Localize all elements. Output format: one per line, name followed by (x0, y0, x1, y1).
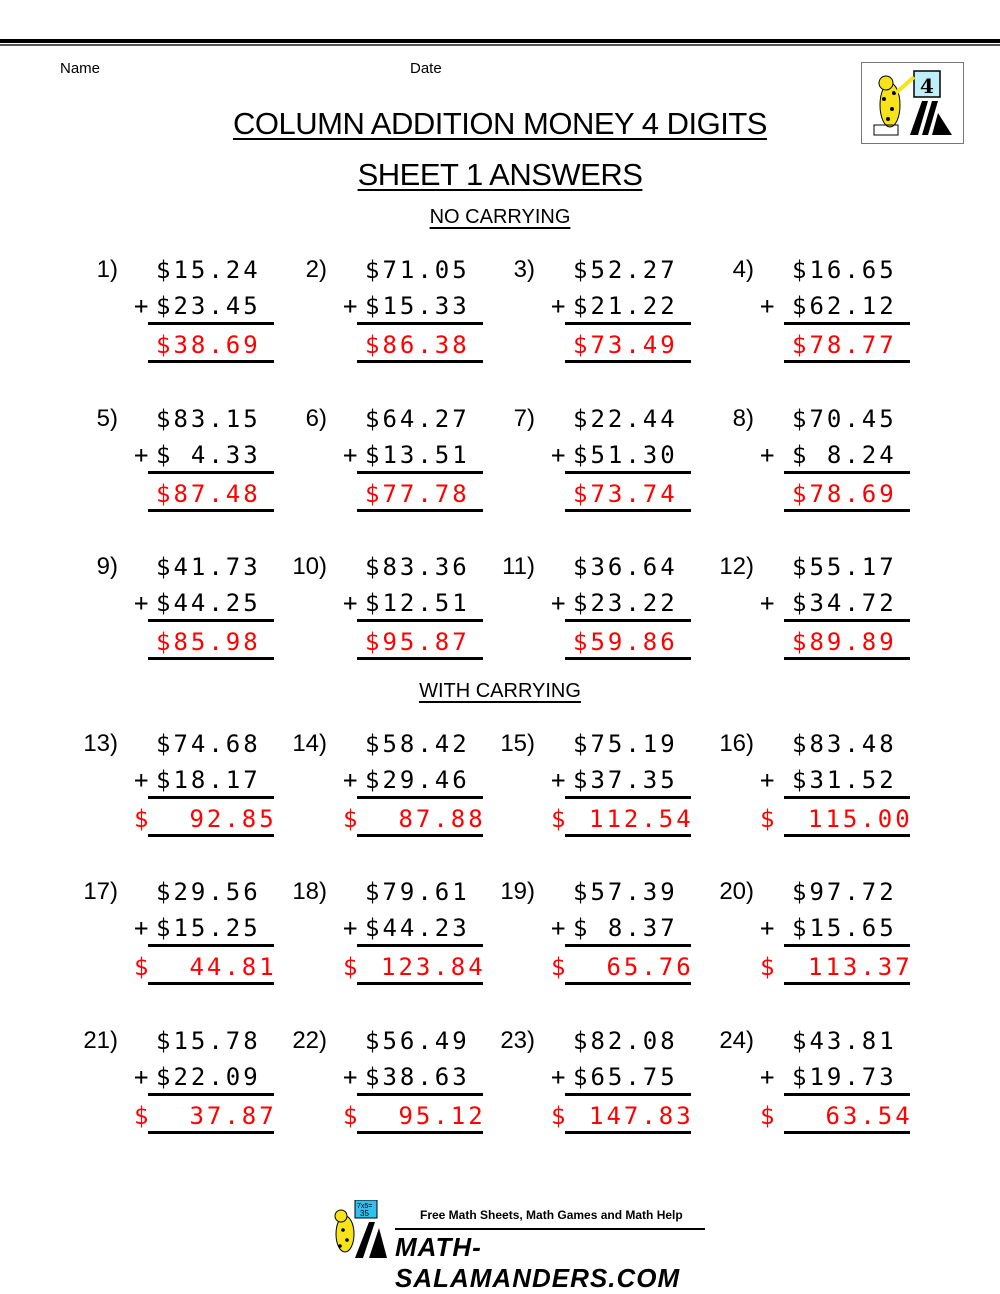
answer-rule (784, 982, 910, 985)
answer-rule (357, 1131, 483, 1134)
problem-21 (78, 1027, 298, 1137)
addend-top: $15.78 (156, 1027, 261, 1055)
addend-bottom: $15.33 (365, 292, 470, 320)
addend-bottom: $23.22 (573, 589, 678, 617)
answer-value: 44.81 (172, 953, 277, 981)
answer-value: $95.87 (365, 628, 470, 656)
sum-rule (565, 471, 691, 474)
answer-value: $59.86 (573, 628, 678, 656)
top-rule (0, 39, 1000, 43)
sum-rule (784, 619, 910, 622)
answer-dollar-sign: $ (551, 805, 566, 833)
problem-number: 5) (96, 405, 118, 432)
plus-sign: + (760, 292, 775, 320)
answer-rule (357, 657, 483, 660)
addend-top: $70.45 (792, 405, 897, 433)
problem-number: 18) (292, 878, 327, 905)
answer-value: $38.69 (156, 331, 261, 359)
addend-bottom: $38.63 (365, 1063, 470, 1091)
problem-number: 8) (732, 405, 754, 432)
problem-number: 16) (719, 730, 754, 757)
plus-sign: + (551, 766, 566, 794)
plus-sign: + (551, 589, 566, 617)
sum-rule (357, 944, 483, 947)
answer-rule (357, 834, 483, 837)
problem-number: 9) (96, 553, 118, 580)
plus-sign: + (760, 766, 775, 794)
plus-sign: + (551, 441, 566, 469)
svg-text:35: 35 (360, 1209, 369, 1218)
addend-bottom: $31.52 (792, 766, 897, 794)
answer-dollar-sign: $ (343, 805, 358, 833)
footer-board-text: 7x5= (357, 1203, 373, 1210)
addend-bottom: $12.51 (365, 589, 470, 617)
problem-6 (287, 405, 507, 515)
plus-sign: + (343, 1063, 358, 1091)
addend-top: $83.15 (156, 405, 261, 433)
problem-number: 20) (719, 878, 754, 905)
addend-top: $74.68 (156, 730, 261, 758)
answer-rule (565, 1131, 691, 1134)
answer-rule (565, 657, 691, 660)
plus-sign: + (134, 914, 149, 942)
plus-sign: + (343, 914, 358, 942)
answer-value: 37.87 (172, 1102, 277, 1130)
answer-dollar-sign: $ (134, 805, 149, 833)
answer-value: 123.84 (381, 953, 486, 981)
answer-value: 92.85 (172, 805, 277, 833)
addend-bottom: $51.30 (573, 441, 678, 469)
addend-top: $57.39 (573, 878, 678, 906)
addend-top: $16.65 (792, 256, 897, 284)
plus-sign: + (134, 292, 149, 320)
problem-18 (287, 878, 507, 988)
footer-tagline: Free Math Sheets, Math Games and Math Help (420, 1208, 683, 1222)
plus-sign: + (760, 589, 775, 617)
addend-top: $58.42 (365, 730, 470, 758)
answer-value: $78.77 (792, 331, 897, 359)
addend-top: $64.27 (365, 405, 470, 433)
answer-dollar-sign: $ (760, 805, 775, 833)
addend-top: $43.81 (792, 1027, 897, 1055)
answer-rule (784, 834, 910, 837)
plus-sign: + (760, 914, 775, 942)
answer-value: 115.00 (808, 805, 913, 833)
answer-rule (784, 360, 910, 363)
name-label: Name (60, 60, 101, 77)
sum-rule (565, 944, 691, 947)
problem-number: 4) (732, 256, 754, 283)
problem-16 (714, 730, 934, 840)
plus-sign: + (760, 441, 775, 469)
problem-number: 22) (292, 1027, 327, 1054)
answer-rule (148, 834, 274, 837)
answer-rule (565, 509, 691, 512)
sum-rule (784, 1093, 910, 1096)
addend-top: $83.48 (792, 730, 897, 758)
answer-dollar-sign: $ (551, 953, 566, 981)
answer-dollar-sign: $ (134, 953, 149, 981)
logo-badge-text: 4 (920, 74, 934, 98)
answer-dollar-sign: $ (760, 953, 775, 981)
plus-sign: + (551, 1063, 566, 1091)
sum-rule (565, 1093, 691, 1096)
sum-rule (784, 944, 910, 947)
answer-dollar-sign: $ (134, 1102, 149, 1130)
addend-top: $79.61 (365, 878, 470, 906)
problem-15 (495, 730, 715, 840)
problem-number: 6) (305, 405, 327, 432)
answer-rule (148, 657, 274, 660)
answer-value: 65.76 (589, 953, 694, 981)
problem-12 (714, 553, 934, 663)
problem-number: 13) (83, 730, 118, 757)
answer-rule (784, 1131, 910, 1134)
addend-top: $22.44 (573, 405, 678, 433)
answer-value: 95.12 (381, 1102, 486, 1130)
problem-24 (714, 1027, 934, 1137)
page-title: COLUMN ADDITION MONEY 4 DIGITS (233, 106, 767, 141)
problem-number: 7) (513, 405, 535, 432)
answer-rule (148, 360, 274, 363)
top-rule-thin (0, 44, 1000, 46)
problem-number: 23) (500, 1027, 535, 1054)
problem-number: 17) (83, 878, 118, 905)
answer-rule (784, 509, 910, 512)
footer-site-name: MATH-SALAMANDERS.COM (395, 1232, 681, 1293)
sum-rule (148, 944, 274, 947)
sum-rule (148, 1093, 274, 1096)
addend-top: $52.27 (573, 256, 678, 284)
sum-rule (357, 322, 483, 325)
answer-rule (784, 657, 910, 660)
problem-4 (714, 256, 934, 366)
addend-top: $55.17 (792, 553, 897, 581)
sum-rule (784, 796, 910, 799)
problem-13 (78, 730, 298, 840)
sum-rule (357, 796, 483, 799)
sum-rule (784, 322, 910, 325)
footer-rule (395, 1228, 705, 1230)
addend-top: $82.08 (573, 1027, 678, 1055)
addend-top: $56.49 (365, 1027, 470, 1055)
problem-number: 2) (305, 256, 327, 283)
answer-value: $78.69 (792, 480, 897, 508)
sum-rule (357, 619, 483, 622)
problem-number: 19) (500, 878, 535, 905)
addend-bottom: $23.45 (156, 292, 261, 320)
addend-top: $71.05 (365, 256, 470, 284)
addend-bottom: $ 4.33 (156, 441, 261, 469)
answer-dollar-sign: $ (760, 1102, 775, 1130)
problem-3 (495, 256, 715, 366)
problem-number: 21) (83, 1027, 118, 1054)
sum-rule (357, 471, 483, 474)
problem-22 (287, 1027, 507, 1137)
answer-rule (357, 509, 483, 512)
sum-rule (565, 619, 691, 622)
answer-value: $73.74 (573, 480, 678, 508)
answer-value: 113.37 (808, 953, 913, 981)
addend-top: $36.64 (573, 553, 678, 581)
addend-bottom: $22.09 (156, 1063, 261, 1091)
plus-sign: + (134, 766, 149, 794)
problem-14 (287, 730, 507, 840)
problem-23 (495, 1027, 715, 1137)
section-heading-with-carrying: WITH CARRYING (419, 680, 581, 702)
addend-top: $29.56 (156, 878, 261, 906)
plus-sign: + (134, 1063, 149, 1091)
answer-value: $86.38 (365, 331, 470, 359)
addend-bottom: $62.12 (792, 292, 897, 320)
answer-value: 63.54 (808, 1102, 913, 1130)
footer-logo (325, 1200, 715, 1293)
addend-bottom: $29.46 (365, 766, 470, 794)
addend-bottom: $18.17 (156, 766, 261, 794)
answer-value: $89.89 (792, 628, 897, 656)
addend-bottom: $ 8.24 (792, 441, 897, 469)
answer-value: 147.83 (589, 1102, 694, 1130)
answer-rule (565, 834, 691, 837)
addend-bottom: $19.73 (792, 1063, 897, 1091)
plus-sign: + (343, 292, 358, 320)
problem-7 (495, 405, 715, 515)
problem-number: 14) (292, 730, 327, 757)
answer-value: $77.78 (365, 480, 470, 508)
problem-number: 12) (719, 553, 754, 580)
answer-value: 87.88 (381, 805, 486, 833)
problem-1 (78, 256, 298, 366)
answer-dollar-sign: $ (343, 1102, 358, 1130)
plus-sign: + (343, 766, 358, 794)
answer-rule (148, 982, 274, 985)
page-subtitle: SHEET 1 ANSWERS (357, 157, 643, 192)
answer-rule (357, 360, 483, 363)
problem-number: 15) (500, 730, 535, 757)
answer-value: $73.49 (573, 331, 678, 359)
answer-rule (148, 509, 274, 512)
problem-number: 24) (719, 1027, 754, 1054)
date-label: Date (410, 60, 442, 77)
addend-top: $97.72 (792, 878, 897, 906)
addend-bottom: $44.23 (365, 914, 470, 942)
answer-rule (357, 982, 483, 985)
sum-rule (148, 471, 274, 474)
plus-sign: + (134, 441, 149, 469)
sum-rule (357, 1093, 483, 1096)
problem-5 (78, 405, 298, 515)
addend-top: $41.73 (156, 553, 261, 581)
answer-dollar-sign: $ (343, 953, 358, 981)
plus-sign: + (551, 292, 566, 320)
addend-bottom: $21.22 (573, 292, 678, 320)
sum-rule (565, 322, 691, 325)
problem-9 (78, 553, 298, 663)
problem-8 (714, 405, 934, 515)
sum-rule (148, 796, 274, 799)
problem-20 (714, 878, 934, 988)
addend-bottom: $37.35 (573, 766, 678, 794)
problem-number: 3) (513, 256, 535, 283)
addend-bottom: $65.75 (573, 1063, 678, 1091)
plus-sign: + (343, 589, 358, 617)
problem-number: 1) (96, 256, 118, 283)
addend-bottom: $34.72 (792, 589, 897, 617)
answer-rule (565, 982, 691, 985)
sum-rule (784, 471, 910, 474)
answer-value: $87.48 (156, 480, 261, 508)
addend-bottom: $15.65 (792, 914, 897, 942)
addend-bottom: $15.25 (156, 914, 261, 942)
problem-19 (495, 878, 715, 988)
addend-bottom: $13.51 (365, 441, 470, 469)
answer-value: $85.98 (156, 628, 261, 656)
problem-10 (287, 553, 507, 663)
sum-rule (565, 796, 691, 799)
problem-2 (287, 256, 507, 366)
problem-17 (78, 878, 298, 988)
plus-sign: + (760, 1063, 775, 1091)
answer-dollar-sign: $ (551, 1102, 566, 1130)
plus-sign: + (551, 914, 566, 942)
answer-rule (565, 360, 691, 363)
sum-rule (148, 619, 274, 622)
addend-top: $75.19 (573, 730, 678, 758)
addend-top: $15.24 (156, 256, 261, 284)
problem-11 (495, 553, 715, 663)
problem-number: 10) (292, 553, 327, 580)
answer-rule (148, 1131, 274, 1134)
addend-bottom: $ 8.37 (573, 914, 678, 942)
plus-sign: + (343, 441, 358, 469)
answer-value: 112.54 (589, 805, 694, 833)
plus-sign: + (134, 589, 149, 617)
addend-top: $83.36 (365, 553, 470, 581)
sum-rule (148, 322, 274, 325)
section-heading-no-carrying: NO CARRYING (429, 206, 571, 228)
problem-number: 11) (502, 553, 535, 580)
addend-bottom: $44.25 (156, 589, 261, 617)
